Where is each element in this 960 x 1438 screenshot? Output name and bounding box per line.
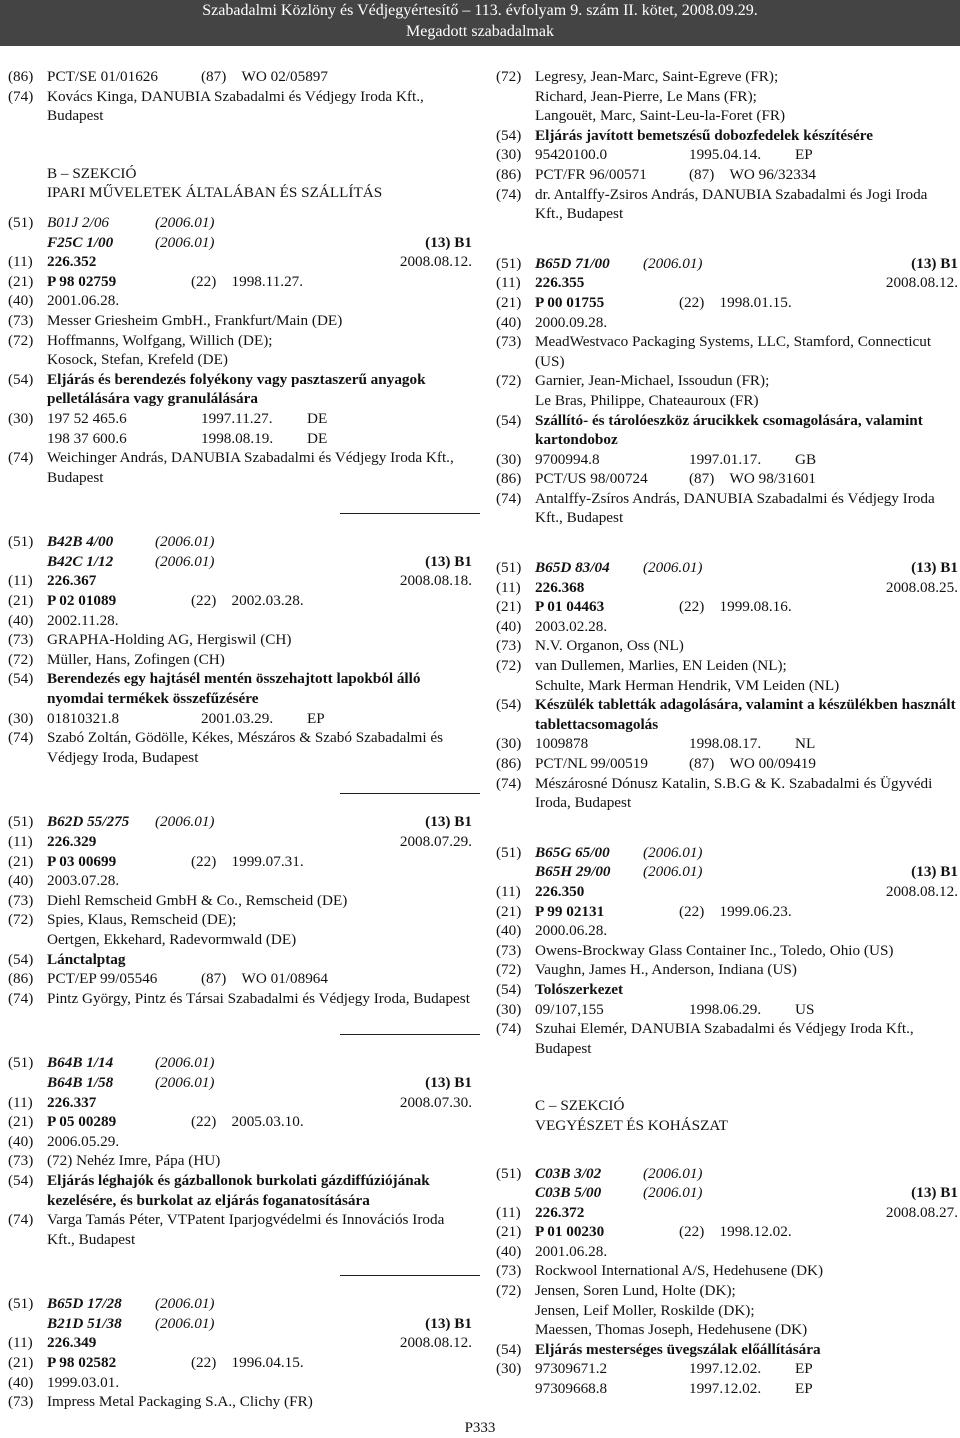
code-51: (51)	[496, 559, 522, 577]
priority-date: 2001.03.29.	[201, 709, 274, 727]
application-number: P 02 01089	[47, 592, 117, 610]
priority-date: 1997.12.02.	[689, 1360, 762, 1378]
section-b-letter: B – SZEKCIÓ	[47, 164, 137, 182]
application-number: P 03 00699	[47, 852, 117, 870]
intro-entry-right	[496, 67, 958, 224]
code-54: (54)	[496, 1340, 522, 1358]
publication-date: 2001.06.28.	[47, 292, 120, 310]
code-21: (21)	[496, 1223, 522, 1241]
code-11: (11)	[496, 578, 521, 596]
ipc-version: (2006.01)	[643, 843, 703, 861]
owner: Owens-Brockway Glass Container Inc., Toledo, Ohio (US)	[535, 941, 894, 959]
grant-date: 2008.08.12.	[399, 253, 472, 271]
ipc-version: (2006.01)	[155, 1295, 215, 1313]
section-c-heading	[535, 1096, 958, 1135]
agent: dr. Antalffy-Zsiros András, DANUBIA Szabadalmi és Jogi Iroda Kft., Budapest	[535, 185, 928, 223]
grant-date: 2008.07.30.	[399, 1093, 472, 1111]
patent-number: 226.349	[47, 1334, 97, 1352]
kind-code: (13) B1	[911, 863, 958, 881]
code-11: (11)	[8, 253, 33, 271]
code-40: (40)	[496, 922, 522, 940]
code-11: (11)	[496, 1203, 521, 1221]
grant-date: 2008.08.18.	[399, 572, 472, 590]
code-51: (51)	[8, 1054, 34, 1072]
agent: Varga Tamás Péter, VTPatent Iparjogvédelmi és Innovációs Iroda Kft., Budapest	[47, 1211, 445, 1248]
code-51: (51)	[8, 813, 34, 831]
application-date: 1999.08.16.	[719, 598, 792, 616]
section-c-letter: C – SZEKCIÓ	[535, 1097, 625, 1115]
code-72: (72)	[496, 961, 522, 979]
kind-code: (13) B1	[425, 552, 472, 570]
ipc-class: B65D 17/28	[47, 1295, 122, 1313]
code-21: (21)	[8, 1354, 34, 1372]
ipc-class: B65H 29/00	[535, 863, 611, 881]
journal-title: Szabadalmi Közlöny és Védjegyértesítő – 113. évfolyam 9. szám II. kötet, 2008.09.29.	[202, 2, 758, 19]
patent-number: 226.352	[47, 253, 97, 271]
priority-number: 1009878	[535, 735, 589, 753]
inventor: Spies, Klaus, Remscheid (DE);	[47, 911, 237, 929]
code-40: (40)	[8, 1373, 34, 1391]
code-30: (30)	[496, 735, 522, 753]
ipc-version: (2006.01)	[155, 552, 215, 570]
code-22: (22)	[679, 1223, 705, 1241]
code-54: (54)	[496, 696, 522, 714]
code-22: (22)	[679, 902, 705, 920]
code-40: (40)	[8, 1132, 34, 1150]
grant-date: 2008.08.12.	[885, 882, 958, 900]
section-c-title: VEGYÉSZET ÉS KOHÁSZAT	[535, 1116, 728, 1134]
code-22: (22)	[679, 293, 705, 311]
patent-entry	[8, 532, 472, 767]
patent-number: 226.329	[47, 833, 97, 850]
pct-number: PCT/FR 96/00571	[535, 165, 647, 183]
kind-code: (13) B1	[425, 1314, 472, 1332]
code-30: (30)	[496, 146, 522, 164]
code-73: (73)	[8, 311, 34, 329]
owner: Messer Griesheim GmbH., Frankfurt/Main (DE)	[47, 311, 343, 329]
code-51: (51)	[8, 1295, 34, 1313]
wo-number: WO 02/05897	[241, 68, 328, 85]
priority-country: EP	[795, 1380, 813, 1398]
priority-date: 1995.04.14.	[689, 146, 762, 164]
code-73: (73)	[496, 637, 522, 655]
patent-number: 226.372	[535, 1203, 585, 1221]
priority-country: EP	[307, 709, 325, 727]
pct-number: PCT/SE 01/01626	[47, 68, 158, 85]
priority-country: DE	[307, 429, 328, 447]
agent: Szuhai Elemér, DANUBIA Szabadalmi és Védjegy Iroda Kft., Budapest	[535, 1020, 914, 1057]
ipc-class: B65D 83/04	[535, 559, 610, 577]
owner: Diehl Remscheid GmbH & Co., Remscheid (DE)	[47, 891, 348, 909]
code-30: (30)	[496, 1360, 522, 1378]
publication-date: 2002.11.28.	[47, 611, 119, 629]
code-72: (72)	[8, 911, 34, 929]
inventor: Oertgen, Ekkehard, Radevormwald (DE)	[47, 930, 297, 948]
code-11: (11)	[496, 882, 521, 900]
owner: Impress Metal Packaging S.A., Clichy (FR)	[47, 1393, 313, 1411]
ipc-version: (2006.01)	[643, 254, 703, 272]
code-86: (86)	[8, 970, 34, 988]
code-30: (30)	[8, 409, 34, 427]
kind-code: (13) B1	[425, 813, 472, 831]
patent-title: Tolószerkezet	[535, 980, 624, 998]
priority-number: 97309671.2	[535, 1360, 608, 1378]
ipc-version: (2006.01)	[155, 1314, 215, 1332]
code-21: (21)	[8, 852, 34, 870]
code-11: (11)	[496, 274, 521, 292]
ipc-class: B21D 51/38	[47, 1314, 122, 1332]
wo-number: WO 96/32334	[729, 165, 816, 183]
publication-date: 2006.05.29.	[47, 1132, 120, 1150]
agent: Antalffy-Zsíros András, DANUBIA Szabadalmi és Védjegy Iroda Kft., Budapest	[535, 489, 935, 527]
ipc-class: B64B 1/58	[47, 1073, 114, 1091]
wo-number: WO 98/31601	[729, 470, 816, 488]
patent-number: 226.337	[47, 1093, 97, 1111]
header-band	[0, 0, 960, 46]
owner: (72) Nehéz Imre, Pápa (HU)	[47, 1152, 221, 1170]
patent-title: Berendezés egy hajtásél mentén összehajtott lapokból álló nyomdai termékek összefűzésére	[47, 670, 421, 708]
code-87: (87)	[201, 970, 227, 988]
code-51: (51)	[496, 1164, 522, 1182]
wo-number: WO 00/09419	[729, 755, 816, 772]
application-date: 1998.12.02.	[719, 1223, 792, 1241]
code-86: (86)	[496, 470, 522, 488]
patent-entry	[496, 1164, 958, 1399]
owner: N.V. Organon, Oss (NL)	[535, 637, 684, 655]
ipc-class: B64B 1/14	[47, 1054, 114, 1072]
code-21: (21)	[8, 272, 34, 290]
code-72: (72)	[496, 68, 522, 85]
ipc-class: B65D 71/00	[535, 254, 610, 272]
patent-number: 226.355	[535, 274, 585, 292]
code-87: (87)	[689, 755, 715, 772]
code-22: (22)	[191, 1354, 217, 1372]
patent-number: 226.350	[535, 882, 585, 900]
inventor: Garnier, Jean-Michael, Issoudun (FR);	[535, 372, 770, 390]
code-11: (11)	[8, 833, 33, 850]
code-40: (40)	[496, 313, 522, 331]
code-72: (72)	[496, 657, 522, 675]
code-74: (74)	[8, 729, 34, 747]
application-date: 2002.03.28.	[231, 592, 304, 610]
code-21: (21)	[8, 592, 34, 610]
pct-number: PCT/US 98/00724	[535, 470, 648, 488]
page-number: P333	[464, 1420, 496, 1436]
inventor: Schulte, Mark Herman Hendrik, VM Leiden (NL)	[535, 676, 840, 694]
grant-date: 2008.08.12.	[399, 1334, 472, 1352]
code-22: (22)	[191, 592, 217, 610]
patent-entry	[496, 843, 958, 1059]
intro-entry-left	[8, 67, 472, 126]
application-number: P 99 02131	[535, 902, 605, 920]
left-column	[8, 67, 472, 1412]
code-54: (54)	[8, 950, 34, 968]
inventor: Kosock, Stefan, Krefeld (DE)	[47, 351, 228, 369]
code-73: (73)	[8, 631, 34, 649]
code-73: (73)	[8, 1393, 34, 1411]
code-40: (40)	[496, 617, 522, 635]
code-21: (21)	[496, 598, 522, 616]
code-40: (40)	[496, 1242, 522, 1260]
priority-date: 1997.12.02.	[689, 1380, 762, 1398]
code-87: (87)	[689, 165, 715, 183]
patent-title: Eljárás javított bemetszésű dobozfedelek készítésére	[535, 126, 873, 144]
grant-date: 2008.08.12.	[885, 274, 958, 292]
ipc-version: (2006.01)	[643, 1164, 703, 1182]
code-54: (54)	[496, 126, 522, 144]
ipc-version: (2006.01)	[643, 559, 703, 577]
publication-date: 2000.09.28.	[535, 313, 608, 331]
priority-country: EP	[795, 146, 813, 164]
code-74: (74)	[496, 489, 522, 507]
patent-title: Készülék tabletták adagolására, valamint a készülékben használt tablettacsomagolás	[535, 696, 956, 733]
wo-number: WO 01/08964	[241, 970, 328, 988]
code-86: (86)	[496, 755, 522, 772]
priority-country: GB	[795, 450, 817, 468]
code-51: (51)	[496, 843, 522, 861]
priority-number: 01810321.8	[47, 709, 120, 727]
code-72: (72)	[496, 1282, 522, 1300]
code-30: (30)	[496, 450, 522, 468]
application-date: 2005.03.10.	[231, 1113, 304, 1131]
inventor: Vaughn, James H., Anderson, Indiana (US)	[535, 961, 797, 979]
application-number: P 01 04463	[535, 598, 605, 616]
grant-date: 2008.08.27.	[885, 1203, 958, 1221]
patent-title: Szállító- és tárolóeszköz árucikkek csomagolására, valamint kartondoboz	[535, 411, 923, 449]
application-number: P 01 00230	[535, 1223, 605, 1241]
patent-title: Eljárás és berendezés folyékony vagy pasztaszerű anyagok pelletálására vagy granulálására	[47, 370, 426, 408]
priority-country: EP	[795, 1360, 813, 1378]
code-51: (51)	[8, 533, 34, 551]
code-72: (72)	[496, 372, 522, 390]
ipc-class: B42B 4/00	[47, 533, 114, 551]
grant-date: 2008.07.29.	[399, 833, 472, 850]
grant-date: 2008.08.25.	[885, 578, 958, 596]
code-73: (73)	[496, 333, 522, 351]
ipc-version: (2006.01)	[155, 813, 215, 831]
pct-number: PCT/NL 99/00519	[535, 755, 648, 772]
inventor: Richard, Jean-Pierre, Le Mans (FR);	[535, 87, 757, 105]
ipc-class: F25C 1/00	[47, 233, 114, 251]
application-number: P 98 02759	[47, 272, 117, 290]
agent: Pintz György, Pintz és Társai Szabadalmi és Védjegy Iroda, Budapest	[47, 989, 470, 1007]
publication-date: 2003.02.28.	[535, 617, 608, 635]
ipc-class: B42C 1/12	[47, 552, 114, 570]
code-74: (74)	[496, 774, 522, 792]
patent-number: 226.367	[47, 572, 97, 590]
agent: Mészárosné Dónusz Katalin, S.B.G & K. Szabadalmi és Ügyvédi Iroda, Budapest	[535, 774, 933, 812]
code-72: (72)	[8, 331, 34, 349]
inventor: Le Bras, Philippe, Chateauroux (FR)	[535, 391, 759, 409]
code-87: (87)	[201, 68, 227, 85]
owner: MeadWestvaco Packaging Systems, LLC, Stamford, Connecticut (US)	[535, 333, 932, 370]
code-22: (22)	[191, 1113, 217, 1131]
code-74: (74)	[8, 449, 34, 467]
code-74: (74)	[496, 185, 522, 203]
patent-entry	[8, 213, 472, 487]
code-40: (40)	[8, 611, 34, 629]
code-11: (11)	[8, 1334, 33, 1352]
code-74: (74)	[8, 989, 34, 1007]
priority-number: 09/107,155	[535, 1000, 604, 1018]
application-date: 1998.01.15.	[719, 293, 792, 311]
ipc-version: (2006.01)	[155, 1073, 215, 1091]
code-11: (11)	[8, 1093, 33, 1111]
ipc-version: (2006.01)	[643, 1184, 703, 1202]
application-number: P 98 02582	[47, 1354, 117, 1372]
inventor: Jensen, Soren Lund, Holte (DK);	[535, 1282, 736, 1300]
application-number: P 05 00289	[47, 1113, 117, 1131]
code-54: (54)	[8, 670, 34, 688]
ipc-class: B01J 2/06	[47, 213, 110, 231]
code-30: (30)	[496, 1000, 522, 1018]
application-number: P 00 01755	[535, 293, 605, 311]
priority-number: 95420100.0	[535, 146, 608, 164]
ipc-class: C03B 5/00	[535, 1184, 602, 1202]
ipc-class: B62D 55/275	[47, 813, 130, 831]
code-72: (72)	[8, 650, 34, 668]
kind-code: (13) B1	[911, 559, 958, 577]
code-73: (73)	[496, 1262, 522, 1280]
ipc-version: (2006.01)	[155, 213, 215, 231]
kind-code: (13) B1	[911, 254, 958, 272]
code-21: (21)	[496, 293, 522, 311]
code-87: (87)	[689, 470, 715, 488]
patent-entry	[8, 1053, 472, 1249]
section-subtitle: Megadott szabadalmak	[406, 23, 554, 40]
inventor: Hoffmanns, Wolfgang, Willich (DE);	[47, 331, 273, 349]
publication-date: 2003.07.28.	[47, 872, 120, 890]
code-51: (51)	[496, 254, 522, 272]
code-73: (73)	[496, 941, 522, 959]
code-22: (22)	[191, 852, 217, 870]
code-74: (74)	[496, 1020, 522, 1038]
application-date: 1999.06.23.	[719, 902, 792, 920]
owner: GRAPHA-Holding AG, Hergiswil (CH)	[47, 631, 292, 649]
inventor: Müller, Hans, Zofingen (CH)	[47, 650, 225, 668]
ipc-class: B65G 65/00	[535, 843, 610, 861]
priority-number: 97309668.8	[535, 1380, 608, 1398]
code-54: (54)	[8, 370, 34, 388]
patent-entry	[496, 254, 958, 528]
kind-code: (13) B1	[911, 1184, 958, 1202]
priority-date: 1997.11.27.	[201, 409, 273, 427]
code-30: (30)	[8, 709, 34, 727]
inventor: Langouët, Marc, Saint-Leu-la-Foret (FR)	[535, 107, 786, 125]
code-73: (73)	[8, 1152, 34, 1170]
priority-date: 1998.06.29.	[689, 1000, 762, 1018]
patent-number: 226.368	[535, 578, 585, 596]
patent-entry	[8, 1294, 472, 1412]
code-86: (86)	[8, 68, 34, 85]
application-date: 1999.07.31.	[231, 852, 304, 870]
patent-title: Eljárás léghajók és gázballonok burkolati gázdiffúziójának kezelésére, és burkolat az eljárás foganatosítására	[47, 1171, 430, 1209]
code-40: (40)	[8, 872, 34, 890]
kind-code: (13) B1	[425, 1073, 472, 1091]
code-54: (54)	[8, 1171, 34, 1189]
code-22: (22)	[679, 598, 705, 616]
patent-entry	[496, 558, 958, 813]
priority-date: 1998.08.19.	[201, 429, 274, 447]
section-b-title: IPARI MŰVELETEK ÁLTALÁBAN ÉS SZÁLLÍTÁS	[47, 184, 383, 202]
patent-entry	[8, 812, 472, 1008]
ipc-version: (2006.01)	[155, 1054, 215, 1072]
priority-date: 1998.08.17.	[689, 735, 762, 753]
code-73: (73)	[8, 891, 34, 909]
priority-country: NL	[795, 735, 816, 753]
code-54: (54)	[496, 411, 522, 429]
code-21: (21)	[8, 1113, 34, 1131]
agent: Weichinger András, DANUBIA Szabadalmi és Védjegy Iroda Kft., Budapest	[47, 449, 454, 486]
ipc-class: C03B 3/02	[535, 1164, 602, 1182]
ipc-version: (2006.01)	[155, 533, 215, 551]
application-date: 1998.11.27.	[231, 272, 304, 290]
right-column	[496, 67, 958, 1399]
priority-country: US	[795, 1000, 815, 1018]
pct-number: PCT/EP 99/05546	[47, 970, 158, 988]
priority-number: 197 52 465.6	[47, 409, 127, 427]
publication-date: 2000.06.28.	[535, 922, 608, 940]
inventor: Jensen, Leif Moller, Roskilde (DK);	[535, 1301, 755, 1319]
code-40: (40)	[8, 292, 34, 310]
patent-title: Eljárás mesterséges üvegszálak előállítására	[535, 1340, 821, 1358]
priority-number: 9700994.8	[535, 450, 600, 468]
inventor: Maessen, Thomas Joseph, Hedehusene (DK)	[535, 1321, 808, 1339]
ipc-version: (2006.01)	[643, 863, 703, 881]
section-b-heading	[47, 164, 472, 203]
application-date: 1996.04.15.	[231, 1354, 304, 1372]
priority-date: 1997.01.17.	[689, 450, 762, 468]
owner: Rockwool International A/S, Hedehusene (DK)	[535, 1262, 824, 1280]
code-11: (11)	[8, 572, 33, 590]
ipc-version: (2006.01)	[155, 233, 215, 251]
publication-date: 2001.06.28.	[535, 1242, 608, 1260]
code-74: (74)	[8, 87, 34, 105]
kind-code: (13) B1	[425, 233, 472, 251]
code-21: (21)	[496, 902, 522, 920]
code-86: (86)	[496, 165, 522, 183]
priority-country: DE	[307, 409, 328, 427]
publication-date: 1999.03.01.	[47, 1373, 120, 1391]
code-22: (22)	[191, 272, 217, 290]
priority-number: 198 37 600.6	[47, 429, 127, 447]
patent-title: Lánctalptag	[47, 950, 126, 968]
agent: Szabó Zoltán, Gödölle, Kékes, Mészáros & Szabó Szabadalmi és Védjegy Iroda, Budapest	[47, 729, 444, 766]
code-51: (51)	[8, 213, 34, 231]
code-74: (74)	[8, 1211, 34, 1229]
agent: Kovács Kinga, DANUBIA Szabadalmi és Védjegy Iroda Kft., Budapest	[47, 87, 424, 125]
code-54: (54)	[496, 980, 522, 998]
inventor: van Dullemen, Marlies, EN Leiden (NL);	[535, 657, 787, 675]
inventor: Legresy, Jean-Marc, Saint-Egreve (FR);	[535, 68, 779, 85]
